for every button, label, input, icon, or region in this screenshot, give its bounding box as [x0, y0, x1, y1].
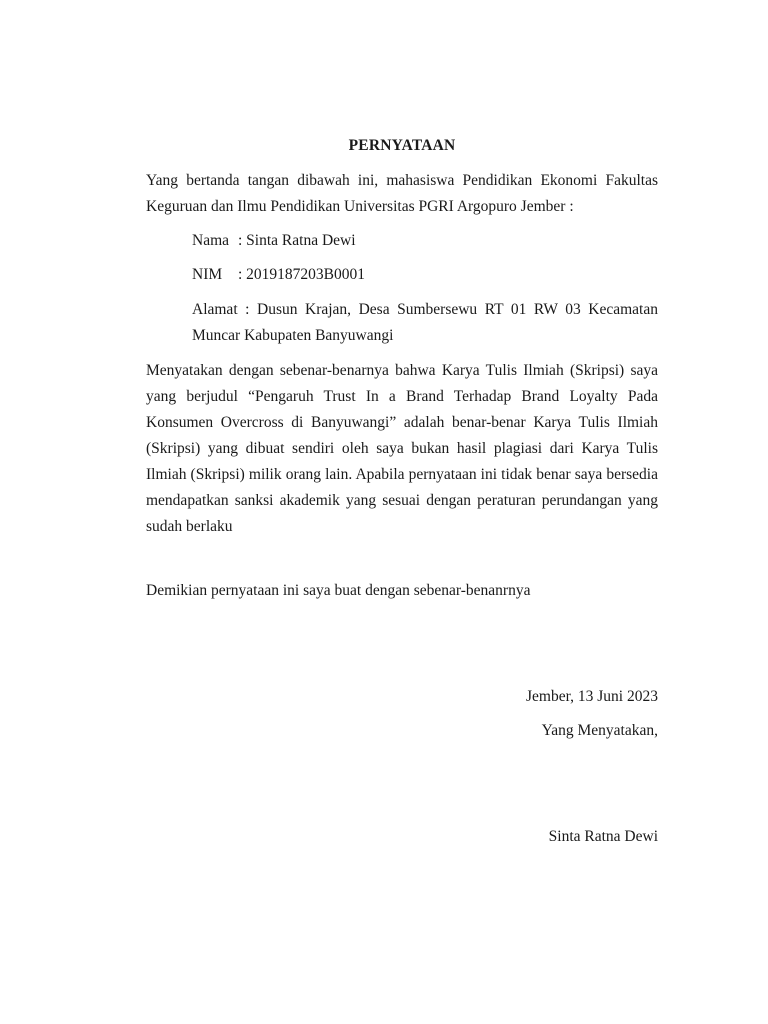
intro-paragraph: Yang bertanda tangan dibawah ini, mahasiswa Pendidikan Ekonomi Fakultas Keguruan dan Ilmu Pendidikan Universitas PGRI Argopuro Jember : — [146, 172, 658, 215]
address-field — [192, 297, 658, 349]
statement-paragraph: Menyatakan dengan sebenar-benarnya bahwa Karya Tulis Ilmiah (Skripsi) saya yang berjudul “Pengaruh Trust In a Brand Terhadap Brand Loyalty Pada Konsumen Overcross di Banyuwangi” adalah benar-benar Karya Tulis Ilmiah (Skripsi) yang dibuat sendiri oleh saya bukan hasil plagiasi dari Karya Tulis Ilmiah (Skripsi) milik orang lain. Apabila pernyataan ini tidak benar saya bersedia mendapatkan sanksi akademik yang sesuai dengan peraturan perundangan yang sudah berlaku — [146, 362, 658, 535]
nim-value: : 2019187203B0001 — [238, 266, 366, 283]
declarant-label: Yang Menyatakan, — [541, 722, 658, 739]
place-date: Jember, 13 Juni 2023 — [526, 688, 658, 705]
closing-sentence: Demikian pernyataan ini saya buat dengan sebenar-benanrnya — [146, 582, 531, 599]
name-value: : Sinta Ratna Dewi — [238, 232, 356, 249]
name-label: Nama — [192, 232, 230, 249]
signer-name: Sinta Ratna Dewi — [548, 828, 658, 845]
nim-label: NIM — [192, 266, 223, 283]
nim-field — [192, 262, 658, 288]
document-title: PERNYATAAN — [348, 137, 456, 154]
address-text: Alamat : Dusun Krajan, Desa Sumbersewu RT 01 RW 03 Kecamatan Muncar Kabupaten Banyuwangi — [192, 301, 658, 344]
name-field — [192, 228, 658, 254]
